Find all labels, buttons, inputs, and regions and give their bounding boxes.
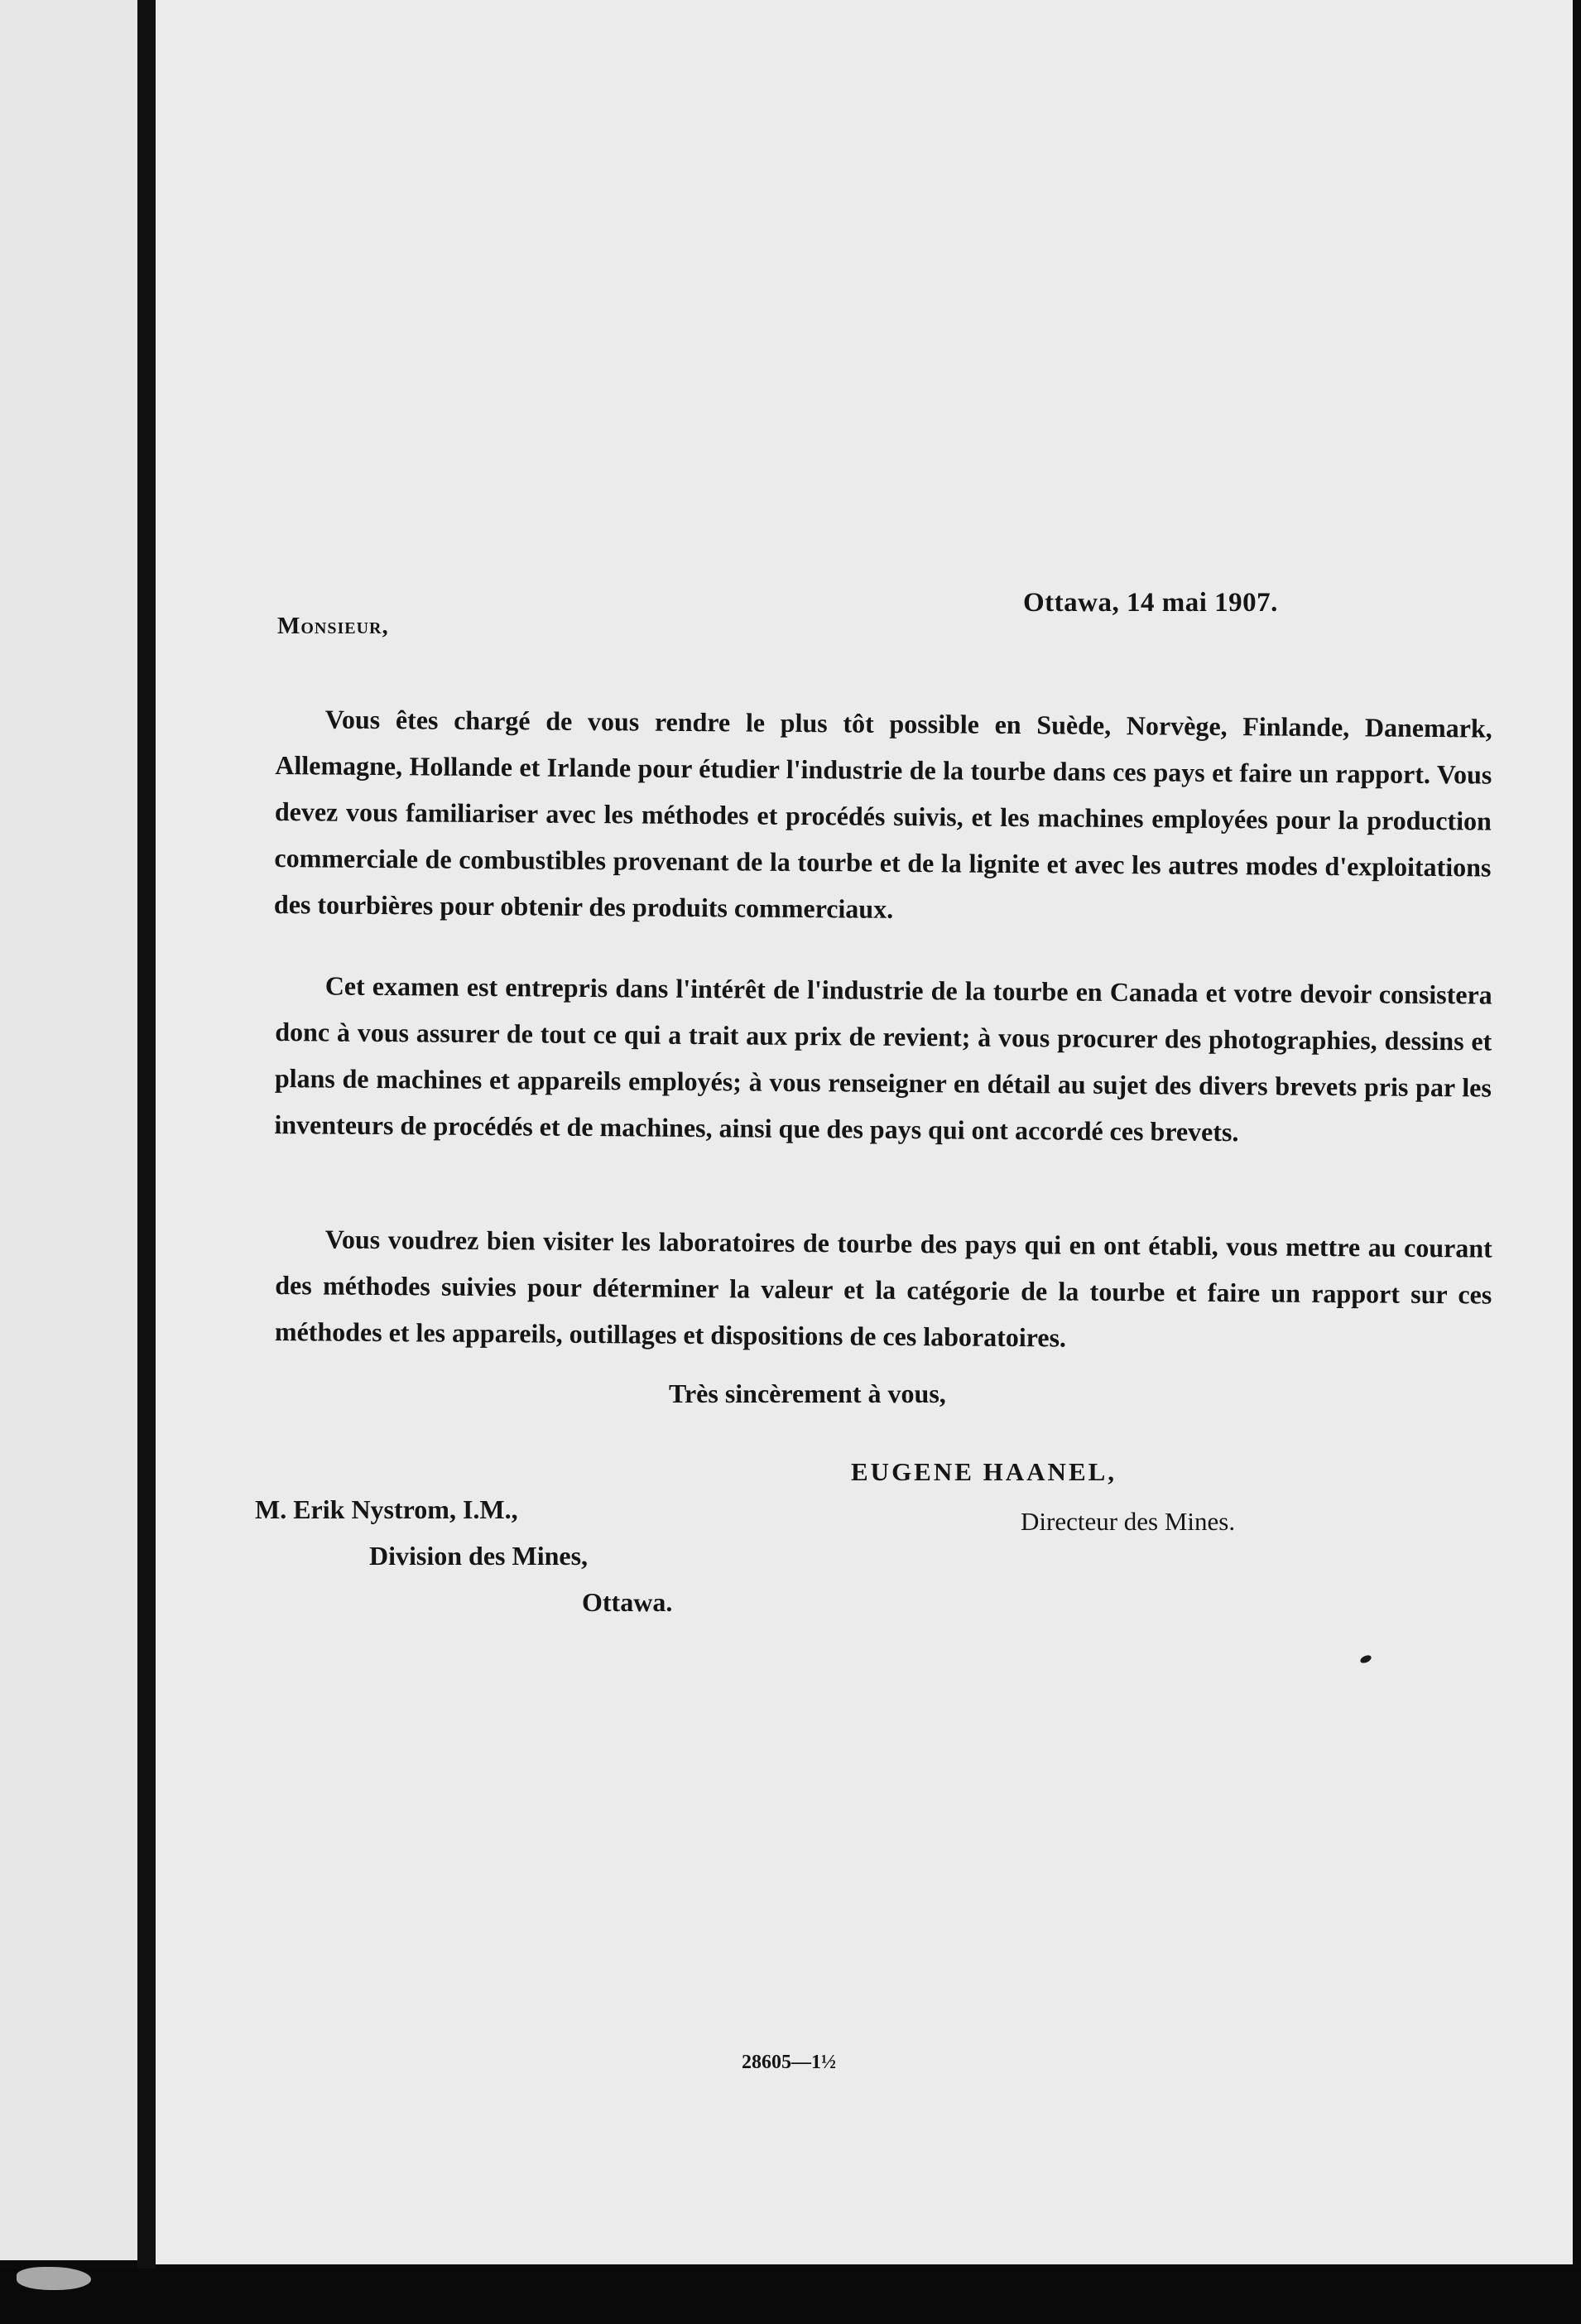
letter-page (156, 0, 1573, 2264)
scan-border (0, 2269, 1581, 2324)
body-paragraph-3: Vous voudrez bien visiter les laboratoires de tourbe des pays qui en ont établi, vous mettre au courant des méthodes suivies pour déterminer la valeur et la catégorie de la tourbe et faire un rapport sur ces méthodes et les appareils, outillages et dispositions de ces laboratoires. (274, 1224, 1492, 1353)
addressee-block (255, 1486, 672, 1625)
letter-date: Ottawa, 14 mai 1907. (1023, 588, 1278, 618)
salutation: Monsieur, (277, 613, 389, 639)
scan-artifact (17, 2267, 91, 2290)
previous-page-edge (0, 0, 137, 2260)
binding-shadow (137, 0, 156, 2277)
addressee-city: Ottawa. (582, 1587, 673, 1617)
body-paragraph-2: Cet examen est entrepris dans l'intérêt de l'industrie de la tourbe en Canada et votre devoir consistera donc à vous assurer de tout ce qui a trait aux prix de revient; à vous procurer des photographies, dessins et plans de machines et appareils employés; à vous renseigner en détail au sujet des divers brevets pris par les inventeurs de procédés et de machines, ainsi que des pays qui ont accordé ces brevets. (274, 970, 1492, 1148)
ink-speck (1359, 1653, 1372, 1664)
signatory-title: Directeur des Mines. (1021, 1507, 1236, 1536)
signatory-name: EUGENE HAANEL, (851, 1457, 1117, 1486)
body-paragraph-1: Vous êtes chargé de vous rendre le plus tôt possible en Suède, Norvège, Finlande, Danemark, Allemagne, Hollande et Irlande pour étudier l'industrie de la tourbe dans ces pays et faire un rapport. Vous devez vous familiariser avec les méthodes et procédés suivis, et les machines employées pour la production commerciale de combustibles provenant de la tourbe et de la lignite et avec les autres modes d'exploitations des tourbières pour obtenir des produits commerciaux. (273, 704, 1492, 924)
addressee-division: Division des Mines, (369, 1541, 589, 1571)
closing-line: Très sincèrement à vous, (669, 1379, 946, 1408)
addressee-name: M. Erik Nystrom, I.M., (255, 1494, 518, 1524)
printer-code: 28605—1½ (742, 2052, 836, 2073)
